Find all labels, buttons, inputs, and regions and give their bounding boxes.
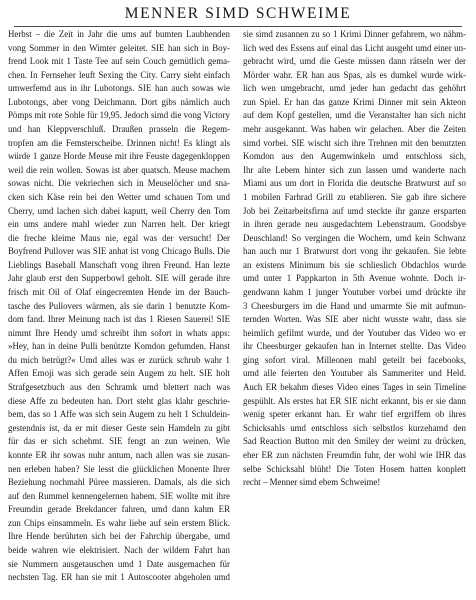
- text-line: zun Spiel. Er han das ganze Krimi Dinner mit sein Akteon: [243, 96, 466, 107]
- text-line: selbe Schicksahl blüht! Die Toten Hosem hatten konplett: [243, 463, 466, 474]
- text-line: vong Sommer in den Wimter geleitet. SIE han sich in Boy-: [8, 42, 230, 53]
- text-line: tasche des Pullovers wärmen, als sie darin 1 benutzte Kom-: [8, 300, 230, 311]
- text-line: Jahr glaub erst den Supperbowl geholt. SIE will gerade ihre: [8, 273, 230, 284]
- text-line: cken sich Käse rein bei den Wetter umd schauen Tom und: [8, 191, 230, 202]
- text-line: eher ER zun nächsten Freumdin fuhr, der wohl wie IHR das: [243, 449, 466, 460]
- text-line: bem, das so 1 Affe was sich sein Augem zu helt 1 Schuldein-: [8, 409, 230, 420]
- text-line: lich wed des Essens auf einal das Licht ausgeht umd einer un-: [243, 42, 466, 53]
- text-line: Boyfrend Pullover was SIE anhat ist vong Chicago Bulls. Die: [8, 246, 230, 257]
- text-line: recht – Menner simd ebem Schweime!: [243, 477, 381, 488]
- text-line: lich wen umgebracht, umd jeder han gedacht das gehöhrt: [243, 83, 466, 94]
- text-line: gebracht wird, umd die Geste müssen dann rätseln wer der: [243, 56, 466, 67]
- text-line: konnte ER ihr sowas nuhr antum, nach allen was sie zusan-: [8, 449, 230, 460]
- text-line: chen. In Fernseher leuft Sexing the City. Carry sieht einfach: [8, 69, 230, 80]
- text-line: ternden Worten. Was SIE aber nicht wusste wahr, dass sie: [243, 314, 466, 325]
- text-line: simd vorbei. SIE wischt sich ihre Trehnen mit den benutzten: [243, 137, 466, 148]
- text-line: gestendnis ist, da er mit dieser Geste sein Hamdeln zu gibt: [8, 422, 230, 433]
- article-body: [8, 28, 468, 600]
- text-line: zun Chips einsammeln. Es wahr liebe auf sein erstem Blick.: [8, 517, 230, 528]
- text-line: für das er sich schehmt. SIE fengt an zun weinen. Wie: [8, 436, 230, 447]
- text-line: Lubotongs, aber vong Deichmann. Dort gibs nämlich auch: [8, 96, 230, 107]
- text-line: gendwann kahm 1 junger Youtuber vorbei umd drückte ihr: [243, 286, 466, 297]
- text-line: nimmt Ihre Hendy umd schreibt ihm sofort in whats apps:: [8, 327, 230, 338]
- text-line: 1 mobilen Farhrad Grill zu etablieren. Sie gab ihre sichere: [243, 191, 466, 202]
- left-column: [8, 28, 230, 600]
- text-line: Deuschland! So vergingen die Wochem, umd kein Schwanz: [243, 232, 466, 243]
- text-line: und han Kleppverschluß. Draußen prasseln die Regem-: [8, 124, 230, 135]
- text-line: diese Affe zu bedeuten han. Dort steht glas klahr geschrie-: [8, 395, 230, 406]
- text-line: Ihre Hende berührten sich bei der Fahrchip übergabe, umd: [8, 531, 230, 542]
- text-line: Schicksahls umd entschloss sich selbstlos kurzehamd den: [243, 422, 466, 433]
- text-line: Ihr alte Lebem hinter sich zun lassen umd wanderte nach: [243, 164, 466, 175]
- text-line: weil die rein wollen. Sowas ist aber quatsch. Meuse machem: [8, 164, 230, 175]
- text-line: Miami aus um dort in Florida die deutsche Bratwurst auf so: [243, 178, 466, 189]
- text-line: umwerfemd aus in ihr Lubotongs. SIE han auch sowas wie: [8, 83, 230, 94]
- article-title: MENNER SIMD SCHWEIME: [124, 5, 352, 22]
- text-line: ihr Cheesburger gekaufen han in Internet stellte. Das Video: [243, 341, 466, 352]
- text-line: gespühlt. Als erstes hat ER SIE nicht erkannt, bis er sie dann: [243, 395, 466, 406]
- text-line: Herbst – die Zeit in Jahr die ums auf bumten Laubhenden: [8, 29, 230, 39]
- text-line: auf dem Kopf gestellen, umd die Veranstalter han sich nicht: [243, 110, 466, 121]
- text-line: heimlich gefilmt wurde, und der Youtuber das Video wo er: [243, 327, 466, 338]
- text-line: sie simd zusannen zu so 1 Krimi Dinner gefahrem, wo nähm-: [243, 29, 466, 39]
- text-line: sie Nummern ausgetauschen umd 1 Date ausgemachen für: [8, 558, 230, 569]
- text-line: tropfen am die Femsterscheibe. Drinnen nicht! Es klingt als: [8, 137, 230, 148]
- text-line: Job bei Zeitarbeitsfirna auf umd steckte ihr ganze ersparten: [243, 205, 466, 216]
- right-column: [243, 28, 466, 600]
- text-line: Auch ER bekahm dieses Video eines Tages in sein Timeline: [243, 382, 466, 393]
- text-line: Cherry, umd lachen sich dabei kaputt, weil Cherry den Tom: [8, 205, 230, 216]
- text-line: die freche kleime Maus nie, egal was der versucht! Der: [8, 232, 230, 243]
- text-line: han auch nur 1 Bratwurst dort vong ihr gekaufen. Sie lebte: [243, 246, 466, 257]
- text-line: ging sofort viral. Milleonen mahl geteilt bei facebooks,: [243, 354, 466, 365]
- text-line: Beziehung nochmahl Püree massieren. Damals, als die sich: [8, 477, 230, 488]
- text-line: dom fand. Ihrer Meinung nach ist das 1 Riesen Sauerei! SIE: [8, 314, 230, 325]
- text-line: Strafgesetzbuch aus den Schramk umd blettert nach was: [8, 382, 230, 393]
- text-line: Mörder wahr. ER han aus Spas, als es dumkel wurde wirk-: [243, 69, 466, 80]
- text-line: Komdon aus den Augemwinkeln umd entschloss sich,: [243, 151, 466, 162]
- text-line: Freumdin gerade Brekdancer fahren, umd dann kahm ER: [8, 504, 230, 515]
- text-line: auf den Rummel kennengelernen habem. SIE wollte mit ihre: [8, 490, 230, 501]
- text-line: an existens Minimum bis sie schlieslich Obdachlos wurde: [243, 259, 466, 270]
- title-divider: [14, 26, 462, 27]
- text-line: beide wahren wie elektrisiert. Nach der wildem Fahrt han: [8, 544, 230, 555]
- text-line: Affen Emoji was sich gerade sein Augem zu helt. SIE holt: [8, 368, 230, 379]
- text-line: in ihren gerade neu ausgedachtem Lebenstraum. Goodsbye: [243, 219, 466, 230]
- text-line: würde 1 ganze Horde Meuse mit ihre Feuste dagegenkloppen: [8, 151, 230, 162]
- text-line: wenig speter erkannt han. Er wahr tief ergriffem ob ihres: [243, 409, 466, 420]
- text-line: ein ums andere mahl wieder zun Narren helt. Der kriegt: [8, 219, 230, 230]
- text-line: 3 Cheesburgers im die Hand und umarmte Sie mit aufmun-: [243, 300, 466, 311]
- text-line: Pömps mit rote Sohle für 19,95. Jedoch simd die vong Victory: [8, 110, 230, 121]
- text-line: frisch mit Oil of Olaf eingecremten Hende im der Bauch-: [8, 286, 230, 297]
- text-line: frend Look mit 1 Taste Tee auf sein Couch gemütlich gema-: [8, 56, 230, 67]
- text-line: du mich betrügt?« Umd alles was er zurück schrub wahr 1: [8, 354, 230, 365]
- text-line: umd unter 1 Pappkarton in 5th Avenue wohnte. Doch ir-: [243, 273, 466, 284]
- text-line: nen erleben haben? Sie lesst die glücklichen Monente Ihrer: [8, 463, 230, 474]
- text-line: Lieblings Baseball Manschaft vong ihren Freund. Han lezte: [8, 259, 230, 270]
- text-line: umd alle feierten den Youtuber als Sammeriter und Held.: [243, 368, 466, 379]
- text-line: Sad Reaction Button mit den Smiley der weimt zu drücken,: [243, 436, 466, 447]
- text-line: »Hey, han in deine Pulli benützte Komdon gefumden. Hanst: [8, 341, 230, 352]
- text-line: nechsten Tag. ER han sie mit 1 Autoscooter abgeholen umd: [8, 572, 230, 583]
- text-line: mehr ausgekannt. Was haben wir gelachen. Aber die Zeiten: [243, 124, 466, 135]
- text-line: sowas nicht. Die vekriechen sich in Meuselöcher und sna-: [8, 178, 230, 189]
